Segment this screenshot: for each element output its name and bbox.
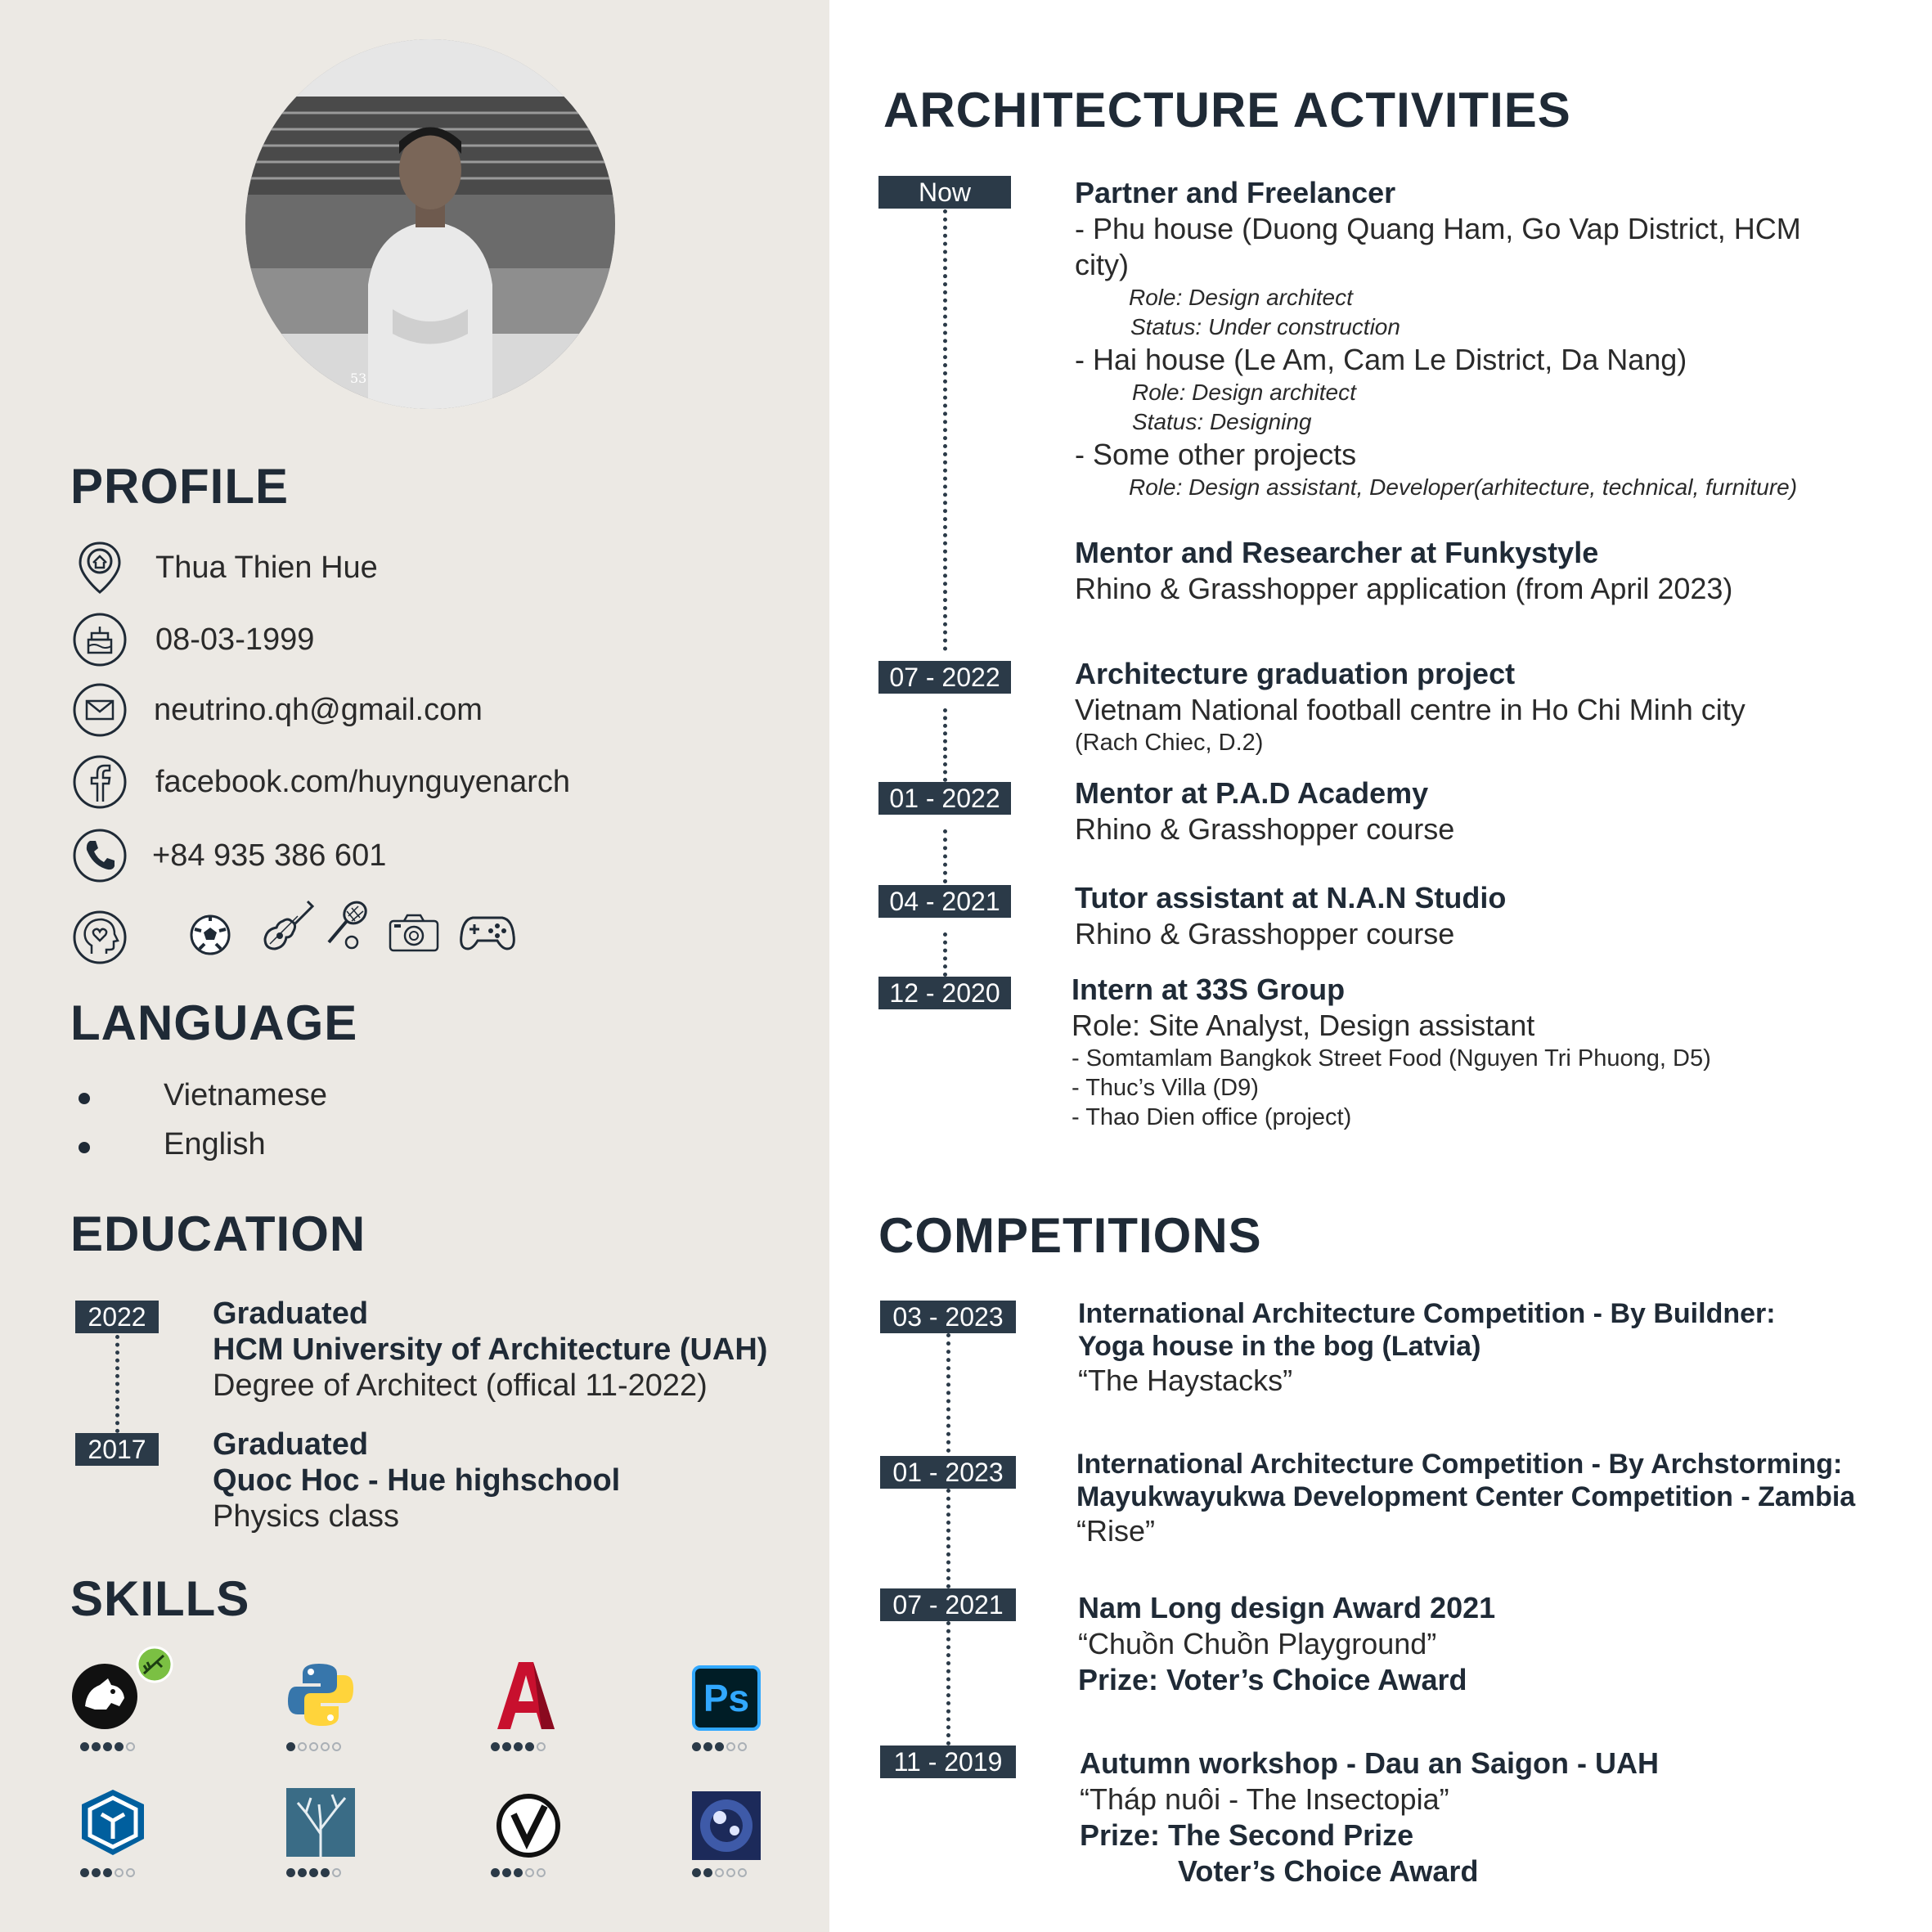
activity-status: Status: Designing [1132,409,1312,434]
skills-heading: SKILLS [70,1571,250,1626]
activity-line: - Hai house (Le Am, Cam Le District, Da Nang) [1075,343,1687,376]
rating-dot-filled [715,1742,724,1751]
facebook-icon [70,753,129,811]
activity-entry [1075,775,1454,847]
competition-title: International Architecture Competition - By Buildner: [1078,1298,1776,1329]
activity-title: Partner and Freelancer [1075,176,1396,209]
rating-dot-empty [726,1742,735,1751]
email-row [70,679,483,741]
timeline-line [943,829,947,883]
date-badge: 07 - 2021 [880,1588,1016,1621]
skill-rating [692,1742,747,1754]
guitar-icon [258,896,317,955]
activity-entry [1075,175,1801,502]
python-icon [286,1660,355,1729]
rating-dot-filled [491,1742,500,1751]
activity-note: - Thao Dien office (project) [1072,1104,1352,1130]
rating-dot-filled [703,1742,712,1751]
activity-title: Architecture graduation project [1075,657,1516,690]
email-icon [70,681,129,739]
activity-line: Vietnam National football centre in Ho Chi Minh city [1075,693,1746,726]
vray-icon [494,1791,563,1860]
date-badge: 07 - 2022 [878,661,1011,694]
language-label: English [164,1127,266,1161]
competition-entry [1078,1297,1776,1399]
main-content [829,0,1932,1932]
activity-entry [1075,535,1732,607]
avatar [245,39,615,409]
rating-dot-filled [92,1868,101,1877]
facebook-row [70,751,570,813]
timeline-line [946,1489,950,1588]
education-school: HCM University of Architecture (UAH) [213,1332,768,1367]
competition-project: “Chuồn Chuồn Playground” [1078,1627,1437,1660]
skill-rating [692,1868,747,1880]
bullet-icon [79,1142,90,1153]
phone-row [70,824,387,887]
rating-dot-filled [502,1742,511,1751]
education-detail: Physics class [213,1499,400,1534]
activity-role: Role: Design architect [1132,380,1356,405]
education-status: Graduated [213,1296,369,1331]
activity-entry [1075,656,1746,757]
competition-project: “Tháp nuôi - The Insectopia” [1080,1782,1449,1816]
location-text: Thua Thien Hue [155,550,378,585]
rating-dot-empty [298,1742,307,1751]
date-badge: 12 - 2020 [878,977,1011,1009]
rating-dot-filled [103,1868,112,1877]
activity-title: Mentor at P.A.D Academy [1075,776,1429,810]
date-badge: 03 - 2023 [880,1301,1016,1333]
phone-icon [70,826,129,885]
sidebar [0,0,829,1932]
competition-title: Autumn workshop - Dau an Saigon - UAH [1080,1746,1659,1780]
rating-dot-filled [103,1742,112,1751]
activity-title: Intern at 33S Group [1072,973,1346,1006]
activity-note: (Rach Chiec, D.2) [1075,730,1264,756]
rating-dot-empty [525,1868,534,1877]
rating-dot-empty [715,1868,724,1877]
photoshop-icon: Ps [692,1665,761,1731]
activity-line: - Some other projects [1075,438,1357,471]
activity-note: - Thuc’s Villa (D9) [1072,1075,1259,1101]
skill-rating [491,1742,546,1754]
activity-entry [1072,972,1711,1132]
birthday-row [70,609,315,671]
skill-rating [286,1868,341,1880]
rating-dot-filled [491,1868,500,1877]
football-icon [186,911,234,959]
competition-entry [1078,1590,1495,1698]
sketchup-icon [79,1788,147,1857]
rating-dot-empty [537,1868,546,1877]
date-badge: 01 - 2022 [878,782,1011,815]
skill-rating [80,1868,135,1880]
rating-dot-empty [309,1742,318,1751]
education-status: Graduated [213,1427,369,1462]
birthday-text: 08-03-1999 [155,622,315,657]
language-label: Vietnamese [164,1078,327,1112]
activity-line: Rhino & Grasshopper course [1075,917,1455,950]
activity-line: Rhino & Grasshopper course [1075,812,1455,846]
competitions-heading: COMPETITIONS [878,1208,1262,1263]
education-entry [213,1427,620,1534]
date-badge: Now [878,176,1011,209]
timeline-line [943,932,947,977]
competition-entry [1080,1746,1659,1889]
language-heading: LANGUAGE [70,995,358,1050]
rating-dot-filled [525,1742,534,1751]
competition-prize: Prize: The Second Prize [1080,1818,1414,1852]
rating-dot-empty [126,1742,135,1751]
rating-dot-filled [286,1742,295,1751]
rating-dot-filled [80,1742,89,1751]
competition-subtitle: Mayukwayukwa Development Center Competition - Zambia [1076,1481,1856,1512]
rating-dot-filled [309,1868,318,1877]
stadium-photo [245,39,615,409]
date-badge: 01 - 2023 [880,1456,1016,1489]
profile-heading: PROFILE [70,459,290,514]
competition-prize: Voter’s Choice Award [1178,1854,1479,1888]
timeline-line [943,209,947,651]
activity-line: city) [1075,248,1129,281]
timeline-line [946,1333,950,1453]
education-school: Quoc Hoc - Hue highschool [213,1463,621,1498]
rating-dot-empty [726,1868,735,1877]
skill-rating [80,1742,135,1754]
camera-icon [388,913,440,954]
rating-dot-filled [80,1868,89,1877]
rhino-grasshopper-icon [70,1660,139,1729]
birthday-cake-icon [70,610,129,669]
rating-dot-filled [502,1868,511,1877]
education-heading: EDUCATION [70,1206,366,1261]
timeline-line [115,1335,119,1433]
timeline-line [943,708,947,782]
skill-rating [286,1742,341,1754]
skill-rating [491,1868,546,1880]
activity-entry [1075,880,1506,952]
competition-title: International Architecture Competition - By Archstorming: [1076,1449,1843,1480]
date-badge: 11 - 2019 [880,1746,1016,1778]
timeline-line [946,1621,950,1746]
hobbies-row [70,906,129,968]
education-entry [213,1296,767,1404]
rating-dot-empty [332,1868,341,1877]
activity-line: - Phu house (Duong Quang Ham, Go Vap District, HCM [1075,212,1801,245]
activity-line: Rhino & Grasshopper application (from April 2023) [1075,572,1733,605]
rating-dot-filled [692,1742,701,1751]
date-badge: 04 - 2021 [878,885,1011,918]
enscape-icon [692,1791,761,1860]
rating-dot-filled [514,1742,523,1751]
lumion-icon [286,1788,355,1857]
competition-subtitle: Yoga house in the bog (Latvia) [1078,1331,1481,1362]
photo-number: 53 [350,371,367,386]
hobbies-head-heart-icon [70,908,129,967]
activity-status: Status: Under construction [1130,314,1400,339]
bullet-icon [79,1093,90,1104]
activity-note: - Somtamlam Bangkok Street Food (Nguyen Tri Phuong, D5) [1072,1045,1711,1072]
rating-dot-filled [703,1868,712,1877]
rating-dot-empty [332,1742,341,1751]
competition-title: Nam Long design Award 2021 [1078,1591,1496,1624]
location-row [70,537,378,599]
rating-dot-filled [514,1868,523,1877]
gamepad-icon [458,913,517,954]
rating-dot-filled [321,1868,330,1877]
rating-dot-empty [738,1868,747,1877]
autocad-icon [491,1660,559,1729]
activity-title: Mentor and Researcher at Funkystyle [1075,536,1599,569]
activity-role: Role: Design assistant, Developer(arhitecture, technical, furniture) [1129,474,1798,500]
rating-dot-empty [537,1742,546,1751]
competition-project: “Rise” [1076,1514,1155,1548]
location-pin-icon [70,538,129,597]
education-year-badge: 2017 [75,1433,159,1466]
competition-entry [1076,1448,1855,1549]
grasshopper-badge-icon [136,1646,173,1683]
rating-dot-empty [115,1868,124,1877]
education-detail: Degree of Architect (offical 11-2022) [213,1368,708,1403]
rating-dot-empty [321,1742,330,1751]
email-link[interactable]: neutrino.qh@gmail.com [154,692,483,727]
competition-prize: Prize: Voter’s Choice Award [1078,1663,1467,1696]
activities-heading: ARCHITECTURE ACTIVITIES [883,83,1571,137]
activity-title: Tutor assistant at N.A.N Studio [1075,881,1507,914]
education-year-badge: 2022 [75,1301,159,1333]
phone-text: +84 935 386 601 [152,838,387,873]
competition-project: “The Haystacks” [1078,1364,1293,1397]
rating-dot-filled [92,1742,101,1751]
rating-dot-filled [115,1742,124,1751]
activity-line: Role: Site Analyst, Design assistant [1072,1009,1535,1042]
rating-dot-filled [286,1868,295,1877]
facebook-link[interactable]: facebook.com/huynguyenarch [155,764,570,799]
rating-dot-empty [738,1742,747,1751]
rating-dot-empty [126,1868,135,1877]
tennis-racket-icon [322,898,371,955]
activity-role: Role: Design architect [1129,285,1353,310]
rating-dot-filled [692,1868,701,1877]
rating-dot-filled [298,1868,307,1877]
